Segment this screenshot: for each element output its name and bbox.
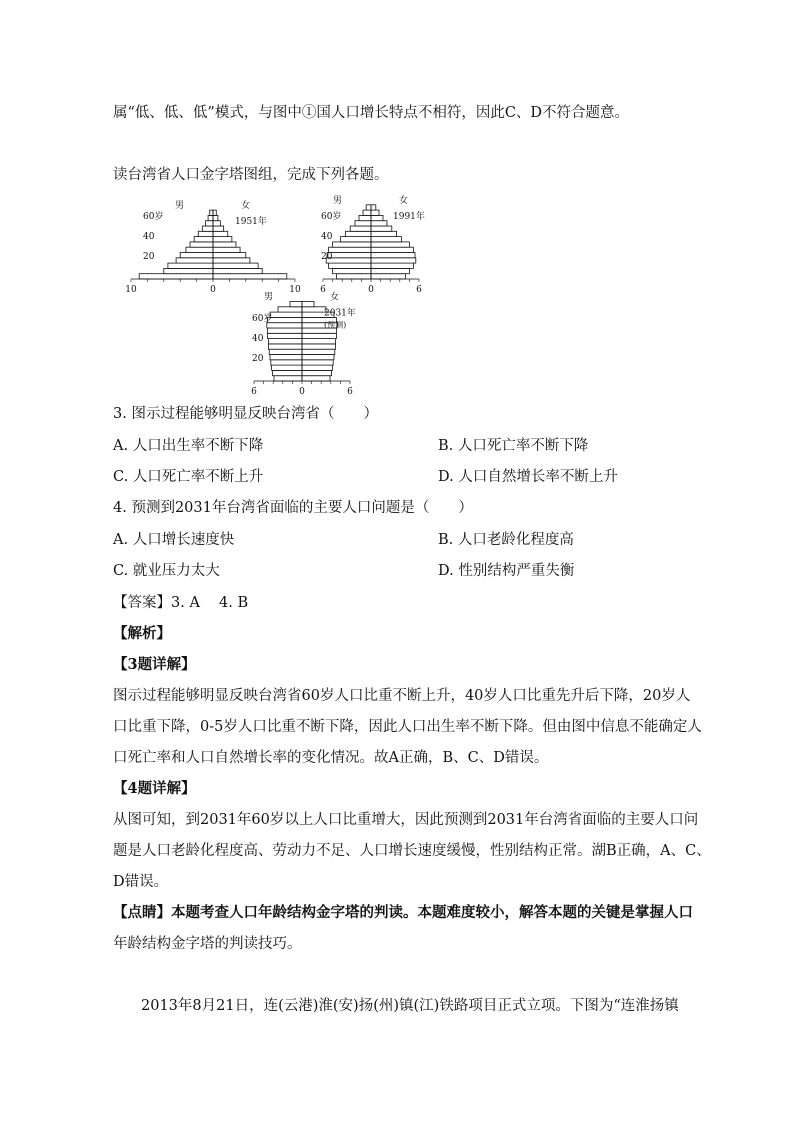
pyramid-1951 [125,199,301,295]
pyramid-1991 [320,195,425,295]
paragraph-line: 口比重下降，0-5岁人口比重不断下降，因此人口出生率不断下降。但由图中信息不能确定人 [113,719,702,735]
age-label: 20 [321,252,333,262]
male-bar [355,221,371,226]
female-bar [302,376,330,381]
female-bar [302,344,336,349]
year-label: 1951年 [235,217,267,228]
tip-line [113,903,693,923]
male-bar [327,253,371,258]
option-3b: B. 人口死亡率不断下降 [438,438,589,454]
paragraph-line: D错误。 [113,874,169,890]
detail-4-heading: 【4题详解】 [113,780,196,797]
male-bar [333,268,371,273]
female-bar [302,302,314,307]
age-label: 40 [143,232,155,242]
female-bar [213,258,250,263]
paragraph-line: 年龄结构金字塔的判读技巧。 [113,936,302,952]
detail-3-heading: 【3题详解】 [113,656,196,673]
male-bar [341,237,371,242]
male-bar [329,263,371,268]
male-bar [366,205,371,210]
female-bar [213,210,216,215]
female-bar [371,247,413,252]
female-bar [371,231,397,236]
year-label: 2031年 [324,308,356,319]
option-3c: C. 人口死亡率不断上升 [113,469,264,485]
tip-text: 【点睛】本题考查人口年龄结构金字塔的判读。本题难度较小，解答本题的关键是掌握人口 [113,904,693,921]
male-bar [186,247,213,252]
male-bar [272,370,302,375]
male-bar [333,242,371,247]
question-4: 4. 预测到2031年台湾省面临的主要人口问题是（ ） [113,500,473,516]
age-label: 20 [143,252,155,262]
male-bar [272,365,302,370]
age-label: 40 [252,334,264,344]
male-bar [337,274,371,279]
paragraph-line: 读台湾省人口金字塔图组，完成下列各题。 [113,167,389,183]
female-bar [213,268,262,273]
female-bar [302,360,333,365]
option-4c: C. 就业压力太大 [113,563,220,579]
male-bar [208,215,213,220]
female-bar [213,274,287,279]
male-bar [350,226,371,231]
female-bar [213,226,224,231]
male-bar [194,237,213,242]
paragraph-line: 口死亡率和人口自然增长率的变化情况。故A正确，B、C、D错误。 [113,750,549,766]
male-bar [329,247,371,252]
male-bar [190,242,213,247]
forecast-note: (预测) [324,320,347,330]
male-bar [345,231,371,236]
year-label: 1991年 [393,211,425,222]
female-label: 女 [399,195,409,206]
age-label: 20 [252,354,264,364]
female-bar [213,263,258,268]
paragraph-line: 图示过程能够明显反映台湾省60岁人口比重不断上升，40岁人口比重先升后下降，20岁人 [113,688,691,704]
female-bar [302,333,336,338]
option-3a: A. 人口出生率不断下降 [113,438,264,454]
female-bar [371,242,409,247]
male-bar [269,349,302,354]
female-bar [302,307,326,312]
female-label: 女 [330,292,340,303]
female-bar [213,242,236,247]
female-bar [371,268,409,273]
male-bar [270,355,302,360]
male-bar [268,344,302,349]
x-tick-label: 6 [347,387,353,395]
female-bar [302,355,334,360]
analysis-heading: 【解析】 [113,625,171,642]
female-bar [371,274,405,279]
female-bar [302,370,332,375]
x-tick-label: 10 [289,285,301,295]
option-3d: D. 人口自然增长率不断上升 [438,469,618,485]
female-label: 女 [241,201,251,212]
female-bar [371,210,379,215]
male-bar [363,210,371,215]
paragraph-line: 属“低、低、低”模式，与图中①国人口增长特点不相符，因此C、D不符合题意。 [113,105,630,121]
male-label: 男 [175,201,185,212]
female-bar [302,349,335,354]
option-4d: D. 性别结构严重失衡 [438,563,575,579]
female-bar [302,365,332,370]
male-bar [326,258,371,263]
x-tick-label: 6 [320,285,326,295]
female-bar [213,237,232,242]
x-tick-label: 6 [416,285,422,295]
option-4a: A. 人口增长速度快 [113,532,235,548]
female-bar [302,339,336,344]
x-tick-label: 0 [368,285,374,295]
x-tick-label: 6 [251,387,257,395]
male-bar [139,274,213,279]
male-bar [176,258,213,263]
female-bar [213,215,218,220]
x-tick-label: 10 [125,285,137,295]
male-bar [180,253,213,258]
male-bar [271,360,302,365]
female-bar [371,258,416,263]
male-bar [278,307,302,312]
female-bar [371,205,376,210]
male-bar [268,333,302,338]
paragraph-line: 从图可知，到2031年60岁以上人口比重增大，因此预测到2031年台湾省面临的主要人口问 [113,812,699,828]
female-bar [213,253,246,258]
female-bar [213,247,240,252]
female-bar [371,253,415,258]
male-bar [206,221,213,226]
male-bar [270,312,302,317]
male-bar [210,210,213,215]
male-bar [274,376,302,381]
option-4b: B. 人口老龄化程度高 [438,532,574,548]
female-bar [213,221,220,226]
female-bar [371,215,383,220]
male-bar [198,231,213,236]
age-label: 60岁 [252,314,273,324]
pyramid-2031 [251,291,356,396]
question-3: 3. 图示过程能够明显反映台湾省（ ） [113,406,378,422]
x-tick-label: 0 [210,285,216,295]
male-bar [290,302,302,307]
male-label: 男 [264,292,274,303]
female-bar [371,221,387,226]
male-bar [164,268,213,273]
male-bar [168,263,213,268]
female-bar [371,226,392,231]
female-bar [371,237,401,242]
male-label: 男 [333,195,343,206]
x-tick-label: 0 [299,387,305,395]
age-label: 60岁 [143,212,164,222]
population-pyramids-figure [0,195,794,395]
male-bar [202,226,213,231]
paragraph-line: 2013年8月21日，连(云港)淮(安)扬(州)镇(江)铁路项目正式立项。下图为“连淮扬镇 [141,998,679,1014]
male-bar [268,317,302,322]
answer-line: 【答案】3. A 4. B [113,595,249,611]
male-bar [359,215,371,220]
age-label: 60岁 [321,212,342,222]
age-label: 40 [321,232,333,242]
female-bar [213,231,228,236]
paragraph-line: 题是人口老龄化程度高、劳动力不足、人口增长速度缓慢，性别结构正常。湖B正确，A、C、 [113,843,711,859]
female-bar [371,263,413,268]
male-bar [268,339,302,344]
male-bar [268,328,302,333]
